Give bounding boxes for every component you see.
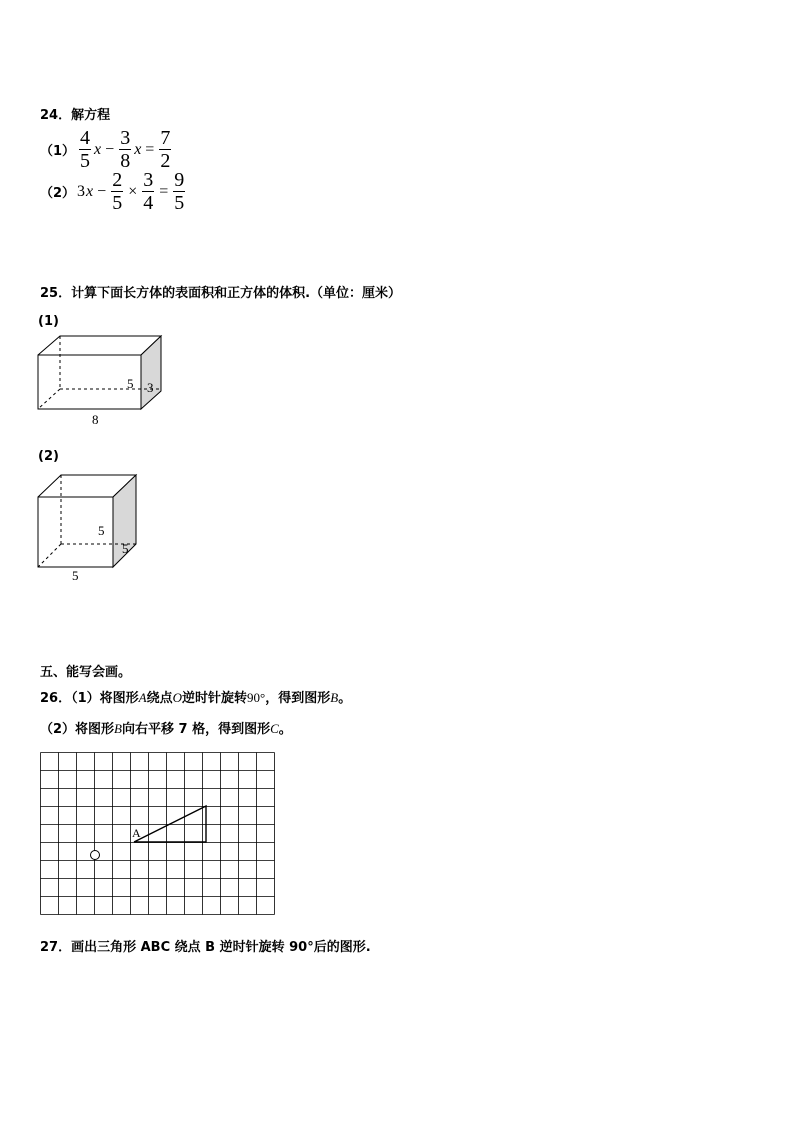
cuboid-width-label: 5 — [127, 376, 134, 391]
q25-title: 25．计算下面长方体的表面积和正方体的体积.（单位：厘米） — [40, 286, 402, 301]
cuboid-length-label: 8 — [92, 412, 99, 427]
q24-equation-2: （2） 3 x − $\frac{2}{5}$ × $\frac{3}{4}$ = $\frac{9}{5}$ — [40, 169, 185, 214]
fraction: $\frac{7}{2}$ — [160, 127, 171, 172]
eq1-label: （1） — [40, 144, 76, 159]
q24-title: 24．解方程 — [40, 108, 111, 123]
fraction: $\frac{3}{8}$ — [120, 127, 131, 172]
fraction: $\frac{2}{5}$ — [112, 169, 123, 214]
fraction: $\frac{3}{4}$ — [143, 169, 154, 214]
point-o-marker — [91, 851, 100, 860]
cube-front-label: 5 — [72, 568, 79, 583]
q26-line2: （2）将图形B向右平移 7 格，得到图形C。 — [40, 721, 292, 737]
shape-a-label: A — [132, 826, 141, 840]
q25-part1-label: (1) — [38, 314, 59, 329]
section5-title: 五、能写会画。 — [40, 665, 132, 680]
fraction: $\frac{4}{5}$ — [80, 127, 91, 172]
q25-part2-label: (2) — [38, 449, 59, 464]
eq2-label: （2） — [40, 186, 76, 201]
cube-side-label: 5 — [122, 541, 129, 556]
cube-depth-label: 5 — [98, 523, 105, 538]
cuboid-height-label: 3 — [147, 380, 154, 395]
q27-title: 27．画出三角形 ABC 绕点 B 逆时针旋转 90°后的图形. — [40, 940, 371, 955]
q24-equation-1: （1） $\frac{4}{5}$ x − $\frac{3}{8}$ x = $\frac{7}{2}$ — [40, 127, 171, 172]
square-grid — [40, 752, 275, 916]
q26-line1: 26．（1）将图形A绕点O逆时针旋转90°，得到图形B。 — [40, 690, 352, 706]
shape-a-triangle — [134, 806, 206, 842]
fraction: $\frac{9}{5}$ — [174, 169, 185, 214]
